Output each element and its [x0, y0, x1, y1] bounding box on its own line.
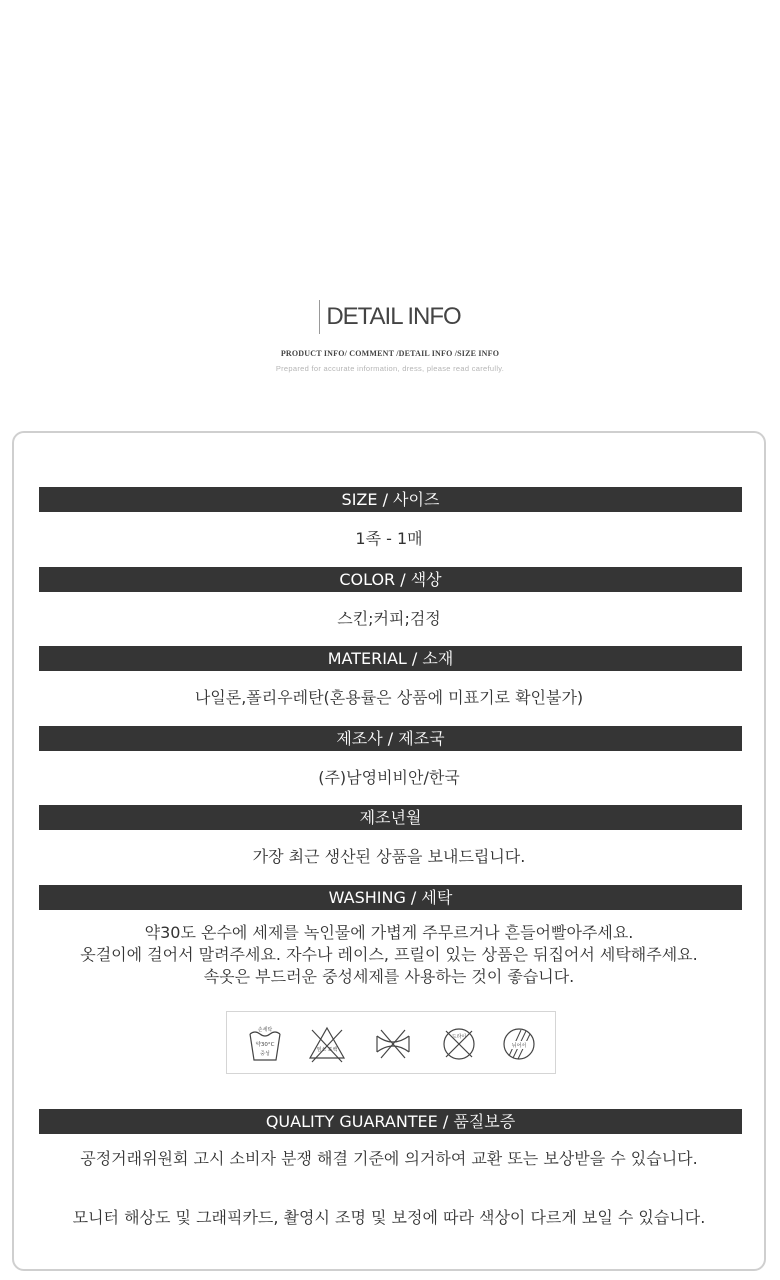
size-heading: SIZE / 사이즈: [39, 487, 742, 512]
tagline: Prepared for accurate information, dress, please read carefully.: [275, 364, 505, 373]
no-bleach-label: 염소 표백: [316, 1047, 338, 1053]
hand-wash-label-bottom: 중성: [260, 1051, 270, 1057]
dry-flat-label: 뉘어서: [511, 1043, 527, 1049]
hand-wash-label-top: 손세탁: [257, 1027, 273, 1033]
info-panel: [12, 431, 766, 1271]
detail-header: [0, 300, 780, 373]
care-icons-box: [226, 1011, 556, 1074]
hand-wash-label-mid: 약30°C: [255, 1042, 275, 1048]
quality-heading: QUALITY GUARANTEE / 품질보증: [39, 1109, 742, 1134]
manufacture-date-value: 가장 최근 생산된 상품을 보내드립니다.: [252, 847, 526, 866]
washing-line-2: 옷걸이에 걸어서 말려주세요. 자수나 레이스, 프릴이 있는 상품은 뒤집어서 세탁해주세요.: [80, 945, 698, 964]
page-title: DETAIL INFO: [319, 300, 460, 334]
quality-line-2: 모니터 해상도 및 그래픽카드, 촬영시 조명 및 보정에 따라 색상이 다르게 보일 수 있습니다.: [72, 1208, 706, 1227]
size-value: 1족 - 1매: [355, 529, 423, 548]
manufacturer-value: (주)남영비비안/한국: [318, 768, 460, 787]
no-wring-icon: [373, 1024, 413, 1064]
color-heading: COLOR / 색상: [39, 567, 742, 592]
washing-line-3: 속옷은 부드러운 중성세제를 사용하는 것이 좋습니다.: [203, 967, 575, 986]
color-value: 스킨;커피;검정: [337, 609, 441, 628]
material-heading: MATERIAL / 소재: [39, 646, 742, 671]
washing-heading: WASHING / 세탁: [39, 885, 742, 910]
no-bleach-icon: [307, 1024, 347, 1064]
subnav-links: PRODUCT INFO/ COMMENT /DETAIL INFO /SIZE INFO: [280, 349, 500, 358]
no-tumble-dry-label: 드라이: [451, 1034, 467, 1040]
no-tumble-dry-icon: [439, 1024, 479, 1064]
manufacturer-heading: 제조사 / 제조국: [39, 726, 742, 751]
washing-line-1: 약30도 온수에 세제를 녹인물에 가볍게 주무르거나 흔들어빨아주세요.: [144, 923, 634, 942]
material-value: 나일론,폴리우레탄(혼용률은 상품에 미표기로 확인불가): [194, 688, 584, 707]
hand-wash-icon: [245, 1024, 285, 1064]
quality-line-1: 공정거래위원회 고시 소비자 분쟁 해결 기준에 의거하여 교환 또는 보상받을 수 있습니다.: [80, 1149, 698, 1168]
manufacture-date-heading: 제조년월: [39, 805, 742, 830]
no-iron-icon: [499, 1024, 539, 1064]
